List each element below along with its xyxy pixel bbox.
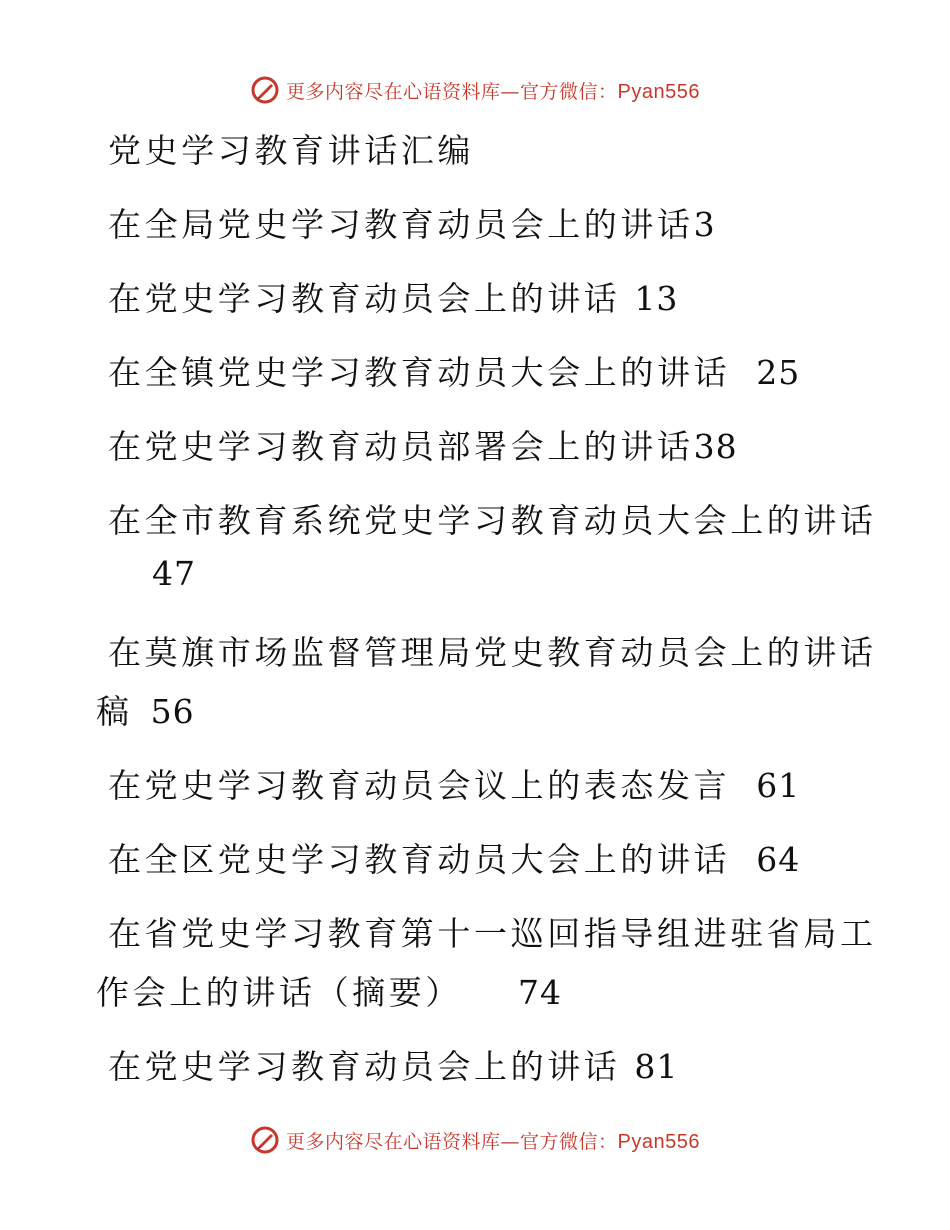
doc-title: 党史学习教育讲话汇编 bbox=[108, 131, 474, 170]
toc-entry-text: 在莫旗市场监督管理局党史教育动员会上的讲话 bbox=[108, 633, 877, 672]
toc-entry-page: 47 bbox=[152, 554, 196, 593]
banner-main: 更多内容尽在心语资料库 bbox=[286, 80, 501, 103]
toc-entry-text: 在全区党史学习教育动员大会上的讲话 bbox=[108, 840, 731, 879]
toc-entry-page: 74 bbox=[518, 973, 562, 1012]
toc-entry bbox=[96, 967, 562, 1014]
toc-entry bbox=[108, 347, 800, 394]
header-banner bbox=[0, 70, 950, 110]
toc-entry-page: 13 bbox=[634, 279, 679, 318]
pen-logo-icon bbox=[250, 1125, 280, 1155]
toc-entry-text: 在党史学习教育动员部署会上的讲话 bbox=[108, 427, 694, 466]
banner-handle: Pyan556 bbox=[617, 1130, 700, 1153]
toc-entry-page: 64 bbox=[756, 840, 801, 879]
toc-entry bbox=[108, 760, 800, 807]
banner-main: 更多内容尽在心语资料库 bbox=[286, 1130, 501, 1153]
banner-separator: — bbox=[500, 80, 521, 103]
toc-entry-text: 在省党史学习教育第十一巡回指导组进驻省局工 bbox=[108, 914, 877, 953]
toc-entry bbox=[108, 199, 716, 246]
toc-entry-text: 在党史学习教育动员会上的讲话 bbox=[108, 279, 621, 318]
toc-entry-text: 在全镇党史学习教育动员大会上的讲话 bbox=[108, 353, 731, 392]
toc-entry bbox=[108, 273, 678, 320]
banner-text bbox=[286, 1127, 700, 1154]
toc-entry-page: 25 bbox=[756, 353, 801, 392]
toc-entry-text: 在全市教育系统党史学习教育动员大会上的讲话 bbox=[108, 501, 877, 540]
toc-entry-text: 在党史学习教育动员会上的讲话 bbox=[108, 1047, 621, 1086]
toc-entry-text-cont: 作会上的讲话（摘要） bbox=[96, 973, 462, 1012]
banner-separator: — bbox=[500, 1130, 521, 1153]
toc-entry bbox=[108, 834, 800, 881]
banner-text bbox=[286, 77, 700, 104]
toc-entry bbox=[108, 1041, 678, 1088]
toc-entry-text-cont: 稿 bbox=[96, 692, 133, 731]
toc-entry-page: 56 bbox=[150, 692, 195, 731]
pen-logo-icon bbox=[250, 75, 280, 105]
banner-wechat-label: 官方微信： bbox=[520, 1130, 618, 1153]
toc-entry bbox=[96, 686, 195, 733]
banner-wechat-label: 官方微信： bbox=[520, 80, 618, 103]
toc-entry-page: 81 bbox=[634, 1047, 679, 1086]
toc-entry-page: 38 bbox=[693, 427, 738, 466]
footer-banner bbox=[0, 1120, 950, 1160]
banner-handle: Pyan556 bbox=[617, 80, 700, 103]
toc-entry-page: 61 bbox=[756, 766, 801, 805]
toc-entry-text: 在党史学习教育动员会议上的表态发言 bbox=[108, 766, 731, 805]
toc-entry bbox=[108, 421, 738, 468]
toc-entry-text: 在全局党史学习教育动员会上的讲话 bbox=[108, 205, 694, 244]
toc-entry-page: 3 bbox=[693, 205, 716, 244]
